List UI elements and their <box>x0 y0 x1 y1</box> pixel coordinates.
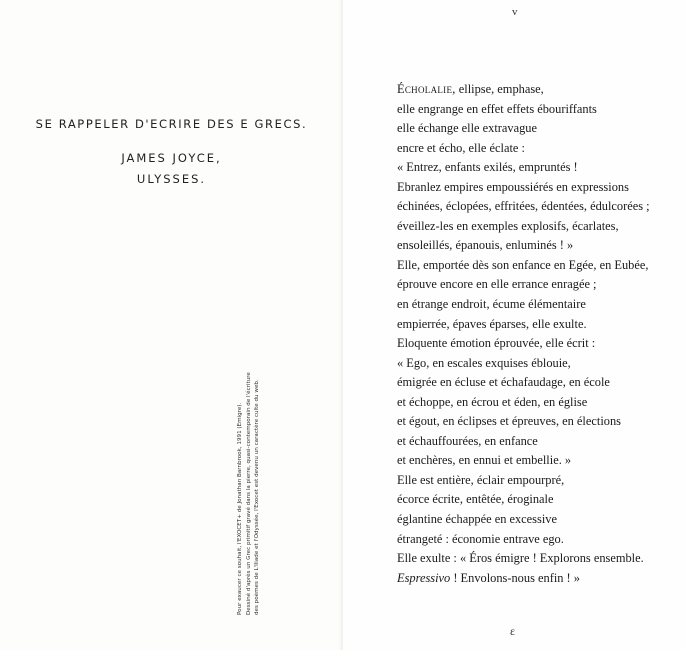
poem-line: étrangeté : économie entrave ego. <box>397 531 564 546</box>
poem-line: éveillez-les en exemples explosifs, écarlates, <box>397 218 619 233</box>
typeface-note-line: Dessiné d'après un Grec primitif gravé dans la pierre, quasi-contemporain de l'écriture <box>245 372 252 615</box>
epigraph-quote: SE RAPPELER D'ECRIRE DES E GRECS. <box>35 117 308 131</box>
poem-line: Elle est entière, éclair empourpré, <box>397 472 565 487</box>
typeface-note-line: Pour exaucer ce souhait, l'EXOCET+ de Jonathan Barnbrook, 1991 (Emigre). <box>237 402 243 615</box>
poem-line: et échoppe, en écrou et éden, en église <box>397 394 588 409</box>
poem-line: et échauffourées, en enfance <box>397 433 538 448</box>
poem-line: « Ego, en escales exquises éblouie, <box>397 355 571 370</box>
epigraph-work: ULYSSES. <box>136 172 207 186</box>
poem-line: et enchères, en ennui et embellie. » <box>397 453 572 468</box>
poem-line: écorce écrite, entêtée, éroginale <box>397 492 554 507</box>
poem-line: encre et écho, elle éclate : <box>397 140 525 155</box>
poem-title-word: Écholalie, <box>397 82 456 96</box>
typeface-note <box>236 325 262 615</box>
poem-line: églantine échappée en excessive <box>397 512 557 527</box>
poem-line: ensoleillés, épanouis, enluminés ! » <box>397 238 574 253</box>
page-number-bottom: ɛ <box>510 624 516 638</box>
epigraph-author: JAMES JOYCE, <box>121 151 222 165</box>
poem <box>397 80 650 588</box>
poem-line: Elle exulte : « Éros émigre ! Explorons ensemble. <box>397 551 644 566</box>
poem-line <box>397 569 650 589</box>
typeface-note-line: des poèmes de L'Iliade et l'Odyssée, l'Exocet est devenu un caractère culte du web. <box>254 379 261 615</box>
poem-line-text: ! Envolons-nous enfin ! » <box>450 570 580 585</box>
poem-line: Elle, emportée dès son enfance en Egée, en Eubée, <box>397 257 649 272</box>
poem-line: « Entrez, enfants exilés, empruntés ! <box>397 160 578 175</box>
poem-line: Ebranlez empires empoussiérés en expressions <box>397 179 629 194</box>
poem-line: Eloquente émotion éprouvée, elle écrit : <box>397 336 596 351</box>
poem-line: et égout, en éclipses et épreuves, en élections <box>397 414 621 429</box>
poem-italic-word: Espressivo <box>397 570 451 585</box>
poem-line: elle échange elle extravague <box>397 121 537 136</box>
poem-line <box>397 80 650 100</box>
poem-line: empierrée, épaves éparses, elle exulte. <box>397 316 587 331</box>
poem-line: elle engrange en effet effets ébouriffants <box>397 101 597 116</box>
poem-line: éprouve encore en elle errance enragée ; <box>397 277 597 292</box>
poem-line: échinées, éclopées, effritées, édentées, édulcorées ; <box>397 199 650 214</box>
poem-line: émigrée en écluse et échafaudage, en école <box>397 375 610 390</box>
poem-line: en étrange endroit, écume élémentaire <box>397 297 586 312</box>
page-number-top: v <box>512 6 518 18</box>
poem-line-text: ellipse, emphase, <box>455 82 544 96</box>
